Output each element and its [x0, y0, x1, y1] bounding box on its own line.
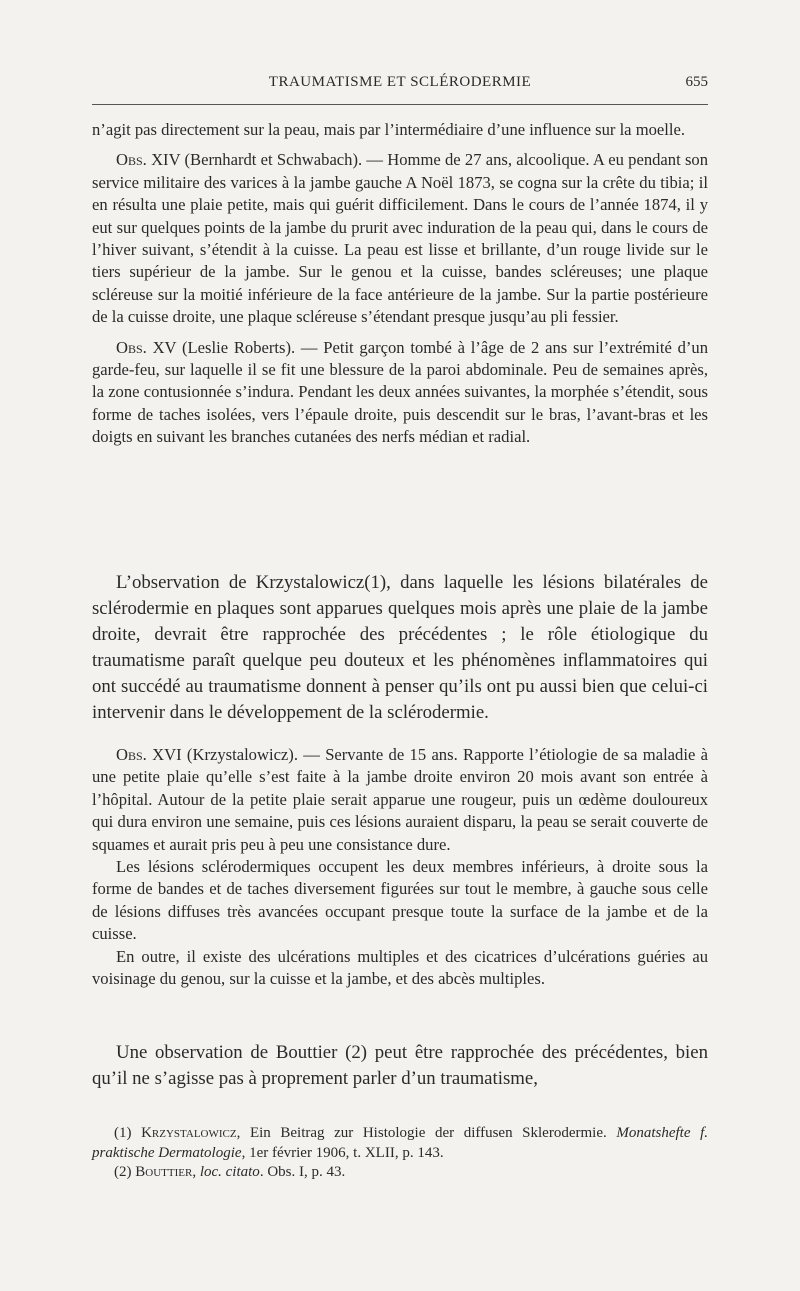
observation-xv [92, 337, 708, 449]
observation-text: XV (Leslie Roberts). — Petit garçon tombé à l’âge de 2 ans sur l’extrémité d’un garde-feu, sur laquelle il se fit une blessure de la paroi abdominale. Peu de semaines après, la zone contusionnée s’indura. Pendant les deux années suivantes, la morphée s’étendit, sous forme de taches isolées, vers l’épaule droite, puis descendit sur le bras, l’avant-bras et les doigts en suivant les branches cutanées des nerfs médian et radial. [92, 337, 708, 447]
footnote-1 [92, 1124, 708, 1163]
footnote-citation: loc. citato [199, 1164, 260, 1180]
obs-label: Obs. [116, 745, 147, 764]
observation-xiv [92, 149, 708, 328]
footnote-journal: Monatshefte f. praktische Dermatologie [92, 1125, 708, 1161]
running-title: TRAUMATISME ET SCLÉRODERMIE [268, 74, 532, 90]
footnote-text: . Obs. I, p. 43. [259, 1164, 346, 1180]
paragraph-bouttier: Une observation de Bouttier (2) peut être rapprochée des précédentes, bien qu’il ne s’agisse pas à proprement parler d’un traumatisme, [92, 1042, 708, 1089]
obs-label: Obs. [116, 150, 147, 170]
footnote-2 [92, 1163, 708, 1183]
observation-text: XIV (Bernhardt et Schwabach). — Homme de 27 ans, alcoolique. A eu pendant son service militaire des varices à la jambe gauche A Noël 1873, se cogna sur la crête du tibia; il en résulta une plaie petite, mais qui guérit difficilement. Dans le cours de l’année 1874, il y eut sur quelques points de la jambe du prurit avec induration de la peau qui, dans le cours de l’hiver suivant, s’étendit à la cuisse. La peau est lisse et brillante, d’un rouge livide sur le tiers supérieur de la jambe. Sur le genou et la cuisse, bandes scléreuses; une plaque scléreuse sur la moitié inférieure de la face antérieure de la jambe. Sur la partie postérieure de la cuisse droite, une plaque scléreuse s’étendant presque jusqu’au pli fessier. [92, 150, 708, 327]
footnotes [92, 1124, 708, 1183]
footnote-text: , 1er février 1906, t. XLII, p. 143. [241, 1144, 444, 1161]
discussion-block [92, 570, 708, 726]
bouttier-block [92, 1040, 708, 1092]
observations-block-2 [92, 744, 708, 990]
footnote-text: , Ein Beitrag zur Histologie der diffusen Sklerodermie. [236, 1125, 617, 1141]
footnote-number: (1) [114, 1125, 142, 1141]
footnote-text: , [192, 1164, 200, 1180]
footnote-number: (2) [114, 1164, 136, 1180]
observations-block-1 [92, 119, 708, 449]
obs-label: Obs. [116, 337, 147, 357]
header-rule [92, 104, 708, 105]
paragraph-lesions: Les lésions sclérodermiques occupent les deux membres inférieurs, à droite sous la forme de bandes et de taches diversement figurées sur tout le membre, à gauche sous celle de lésions diffuses très avancées occupant presque toute la surface de la jambe et de la cuisse. [92, 857, 708, 944]
observation-text: XVI (Krzystalowicz). — Servante de 15 ans. Rapporte l’étiologie de sa maladie à une petite plaie qu’elle s’est faite à la jambe droite environ 20 mois avant son entrée à l’hôpital. Autour de la petite plaie serait apparue une rougeur, puis un œdème douloureux qui dura environ une semaine, puis ces lésions auraient disparu, la peau se serait couverte de squames et aurait pris peu à peu une consistance dure. [92, 745, 708, 854]
page-header [92, 74, 708, 98]
observation-xvi [92, 744, 708, 856]
paragraph-continuation: n’agit pas directement sur la peau, mais par l’intermédiaire d’une influence sur la moelle. [92, 120, 685, 139]
footnote-author: Krzystalowicz [141, 1125, 237, 1141]
footnote-author: Bouttier [135, 1164, 193, 1180]
page-number: 655 [685, 74, 708, 90]
paragraph-krzystalowicz: L’observation de Krzystalowicz(1), dans laquelle les lésions bilatérales de sclérodermie en plaques sont apparues quelques mois après une plaie de la jambe droite, devrait être rapprochée des précédentes ; le rôle étiologique du traumatisme paraît quelque peu douteux et les phénomènes inflammatoires qui ont succédé au traumatisme donnent à penser qu’ils ont pu aussi bien que celui-ci intervenir dans le développement de la sclérodermie. [92, 572, 708, 723]
paragraph-ulcerations: En outre, il existe des ulcérations multiples et des cicatrices d’ulcérations guéries au voisinage du genou, sur la cuisse et la jambe, et des abcès multiples. [92, 946, 708, 989]
